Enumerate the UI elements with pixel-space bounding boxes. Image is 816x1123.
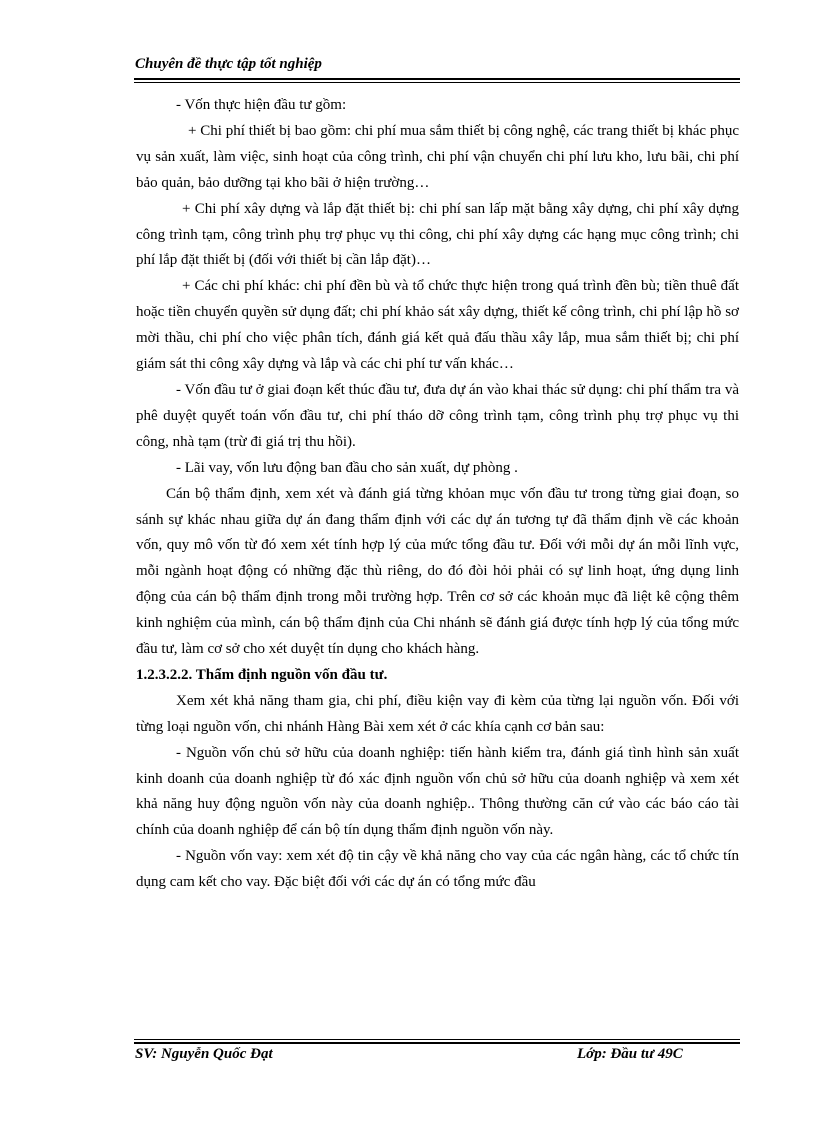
paragraph: Xem xét khả năng tham gia, chi phí, điều kiện vay đi kèm của từng lại nguồn vốn. Đối với từng loại nguồn vốn, chi nhánh Hàng Bài xem xét ở các khía cạnh cơ bản sau: xyxy=(136,692,739,735)
paragraph: - Lãi vay, vốn lưu động ban đầu cho sản xuất, dự phòng . xyxy=(176,459,518,476)
header-title: Chuyên đề thực tập tốt nghiệp xyxy=(135,56,322,72)
paragraph: + Các chi phí khác: chi phí đền bù và tổ chức thực hiện trong quá trình đền bù; tiền thuê đất hoặc tiền chuyển quyền sử dụng đất; chi phí khảo sát xây dựng, thiết kế công trình, chi phí lập hồ sơ mời thầu, chi phí cho việc phân tích, đánh giá kết quả đấu thầu xây lắp, mua sắm thiết bị; chi phí giám sát thi công xây dựng và lắp và các chi phí tư vấn khác… xyxy=(136,278,739,373)
footer-rule-thick xyxy=(134,1042,740,1044)
paragraph: - Nguồn vốn chủ sở hữu của doanh nghiệp: tiến hành kiểm tra, đánh giá tình hình sản xuất kinh doanh của doanh nghiệp từ đó xác định nguồn vốn chủ sở hữu của doanh nghiệp và xem xét khả năng huy động nguồn vốn này của doanh nghiệp.. Thông thường căn cứ vào các báo cáo tài chính của doanh nghiệp để cán bộ tín dụng thẩm định nguồn vốn này. xyxy=(136,744,739,839)
paragraph: + Chi phí thiết bị bao gồm: chi phí mua sắm thiết bị công nghệ, các trang thiết bị khác phục vụ sản xuất, làm việc, sinh hoạt của công trình, chi phí vận chuyển chi phí lưu kho, lưu bãi, chi phí bảo quản, bảo dưỡng tại kho bãi ở hiện trường… xyxy=(136,122,739,191)
header-rule-thick xyxy=(134,78,740,80)
footer-rule-thin xyxy=(134,1039,740,1040)
footer-class: Lớp: Đầu tư 49C xyxy=(577,1046,683,1062)
paragraph: - Vốn đầu tư ở giai đoạn kết thúc đầu tư, đưa dự án vào khai thác sử dụng: chi phí thẩm tra và phê duyệt quyết toán vốn đầu tư, chi phí tháo dỡ công trình tạm, công trình phụ trợ phục vụ thi công, nhà tạm (trừ đi giá trị thu hồi). xyxy=(136,381,739,450)
paragraph: - Vốn thực hiện đầu tư gồm: xyxy=(176,97,347,113)
page-content xyxy=(136,93,739,896)
section-heading: 1.2.3.2.2. Thẩm định nguồn vốn đầu tư. xyxy=(136,666,388,683)
footer-student: SV: Nguyễn Quốc Đạt xyxy=(135,1046,273,1062)
paragraph: - Nguồn vốn vay: xem xét độ tin cậy về khả năng cho vay của các ngân hàng, các tổ chức tín dụng cam kết cho vay. Đặc biệt đối với các dự án có tổng mức đầu xyxy=(136,848,739,891)
paragraph: Cán bộ thẩm định, xem xét và đánh giá từng khỏan mục vốn đầu tư trong từng giai đoạn, so sánh sự khác nhau giữa dự án đang thẩm định với các dự án tương tự đã thẩm định về các khoản vốn, quy mô vốn từ đó xem xét tính hợp lý của mức tổng đầu tư. Đối với mỗi dự án mỗi lĩnh vực, mỗi ngành hoạt động có những đặc thù riêng, do đó đòi hỏi phải có sự linh hoạt, ứng dụng linh động của cán bộ thẩm định trong mỗi trường hợp. Trên cơ sở các khoản mục đã liệt kê cộng thêm kinh nghiệm của mình, cán bộ thẩm định của Chi nhánh sẽ đánh giá được tính hợp lý của tổng mức đầu tư, làm cơ sở cho xét duyệt tín dụng cho khách hàng. xyxy=(136,485,739,658)
header-rule-thin xyxy=(134,82,740,83)
paragraph: + Chi phí xây dựng và lắp đặt thiết bị: chi phí san lấp mặt bằng xây dựng, chi phí xây dựng công trình tạm, công trình phụ trợ phục vụ thi công, chi phí xây dựng các hạng mục công trình; chi phí lắp đặt thiết bị (đối với thiết bị cần lắp đặt)… xyxy=(136,200,739,269)
